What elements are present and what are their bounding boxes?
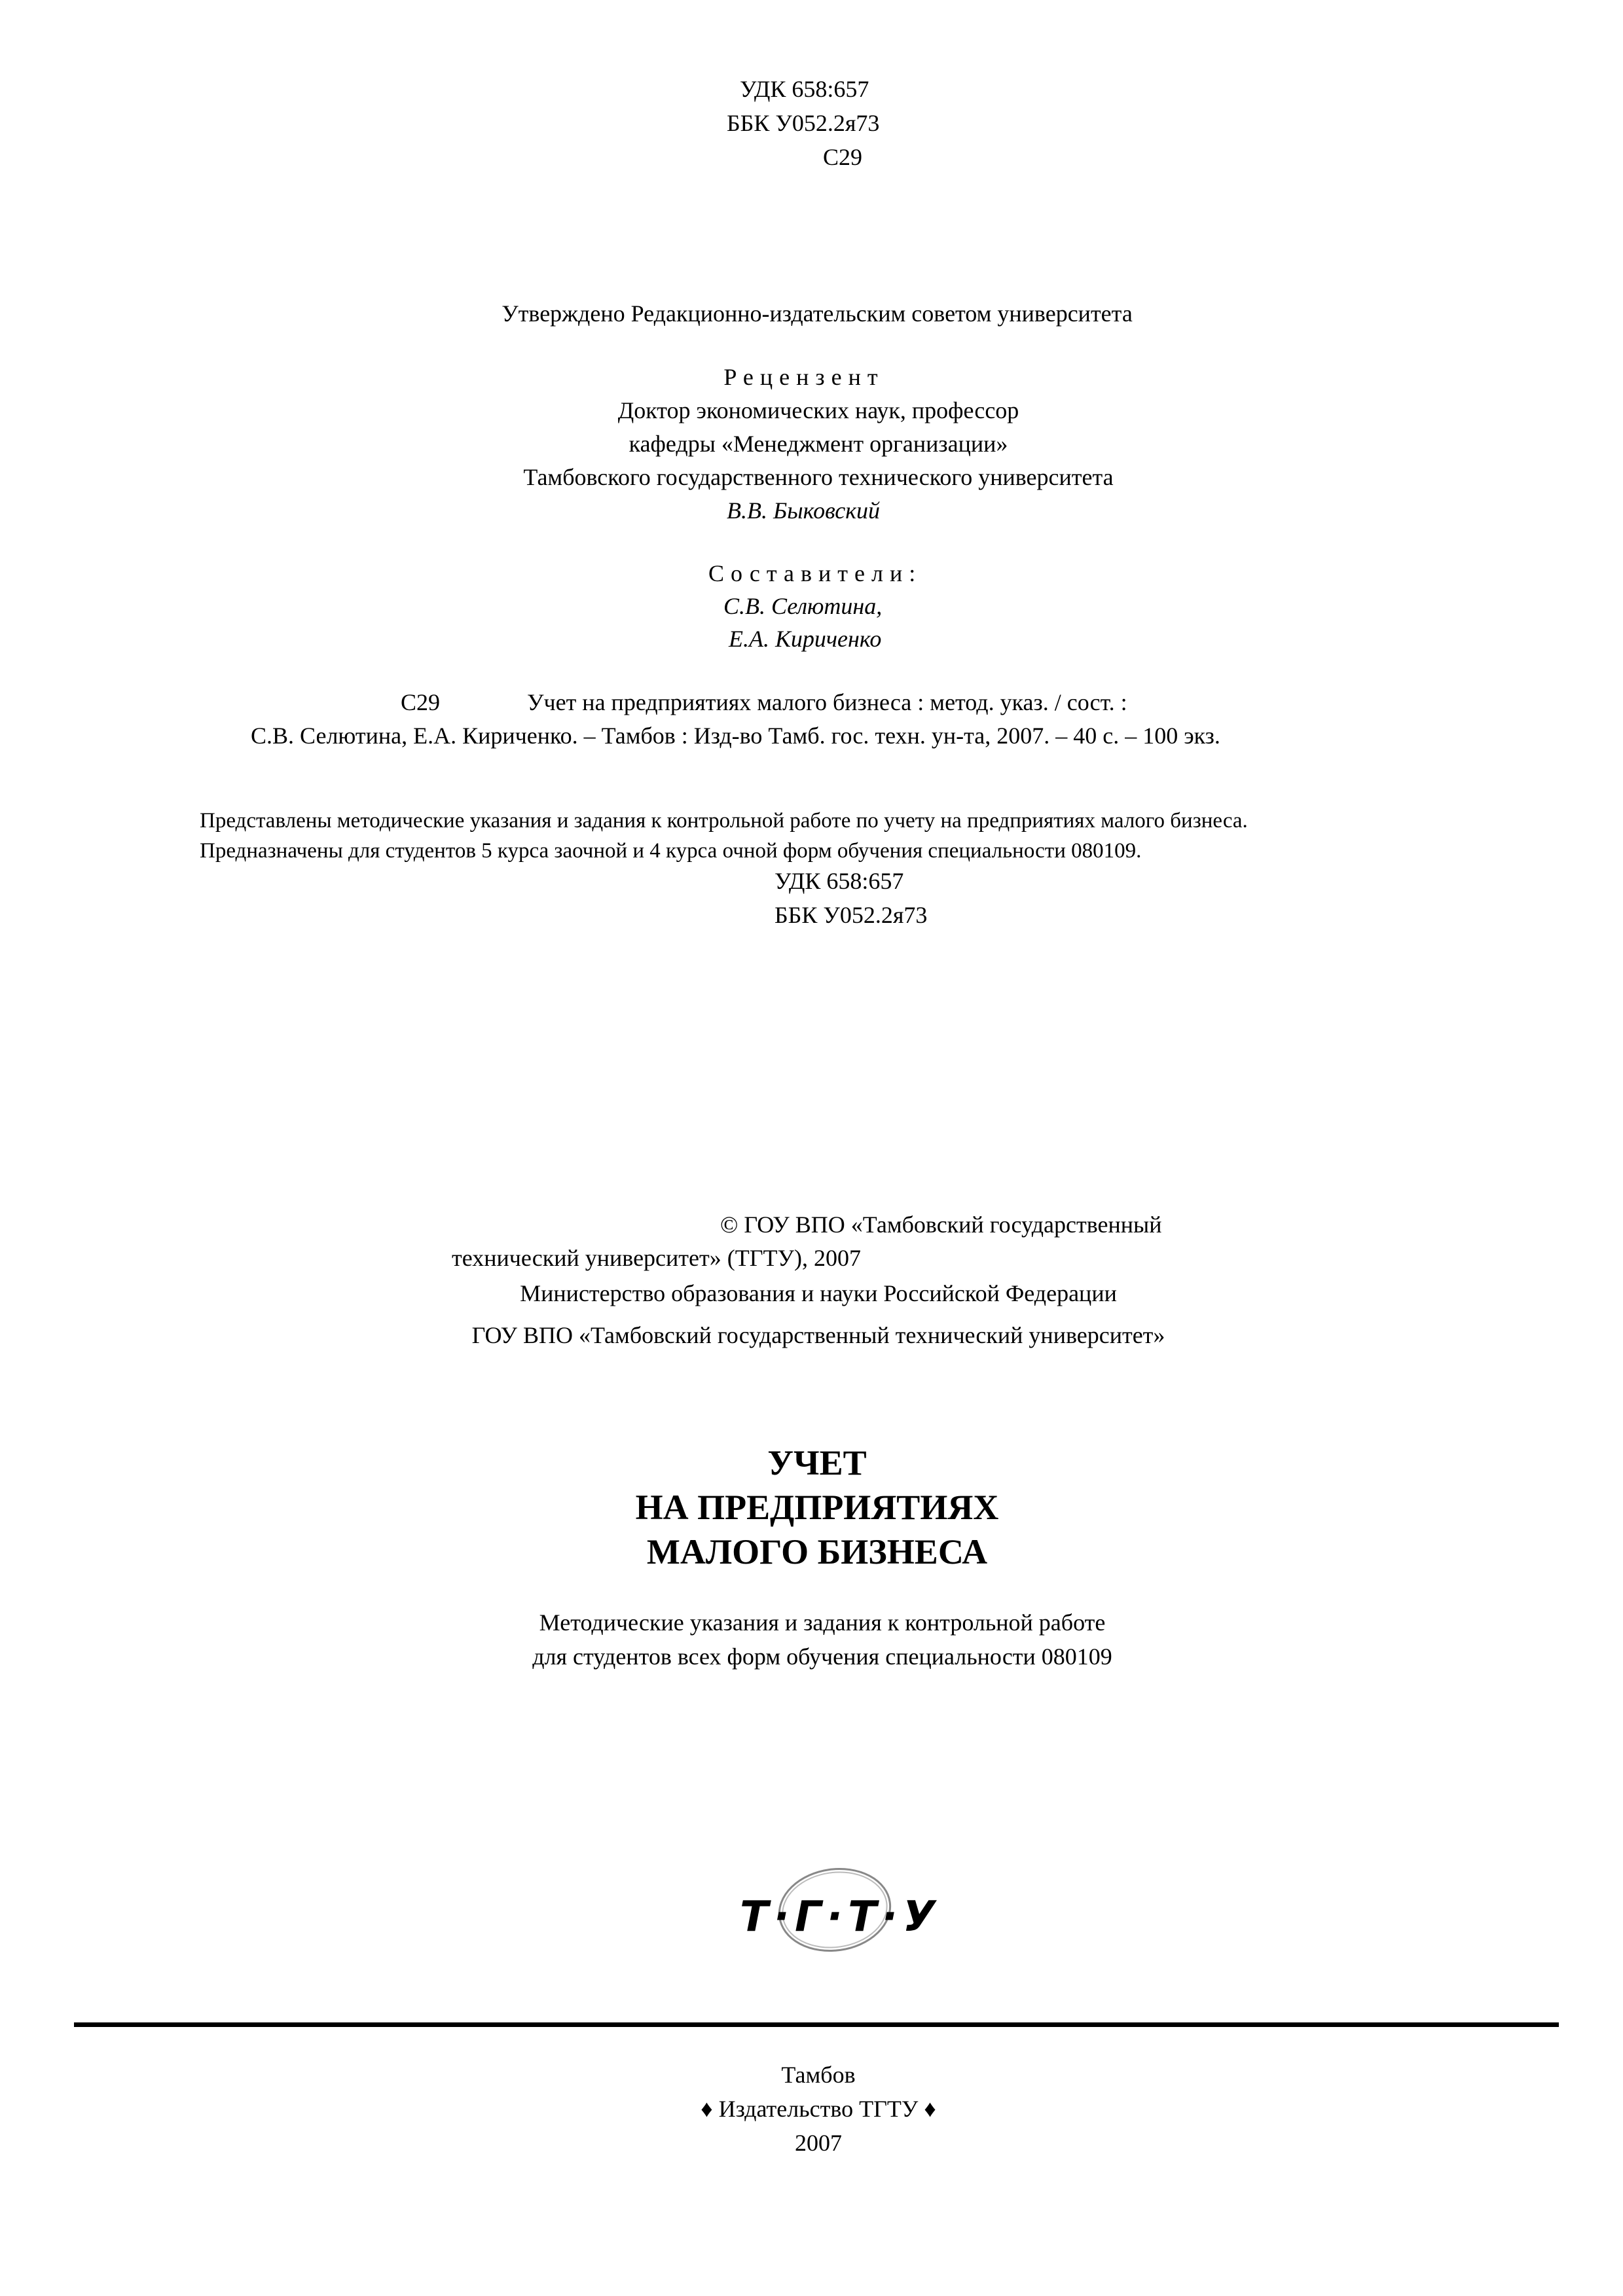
- catalog-line-1: Учет на предприятиях малого бизнеса : метод. указ. / сост. :: [527, 689, 1127, 715]
- footer-publisher: ♦ Издательство ТГТУ ♦: [701, 2096, 936, 2122]
- compilers-heading: Составители:: [708, 560, 922, 586]
- reviewer-line-2: кафедры «Менеджмент организации»: [629, 431, 1008, 457]
- tgtu-logo-icon: [737, 1857, 941, 1969]
- reviewer-line-3: Тамбовского государственного технического университета: [523, 464, 1114, 490]
- separator-line: [74, 2022, 1559, 2027]
- subtitle-line-1: Методические указания и задания к контрольной работе: [539, 1609, 1106, 1636]
- abstract-line-1: Представлены методические указания и задания к контрольной работе по учету на предприятиях малого бизнеса.: [200, 809, 1248, 833]
- udk-code: УДК 658:657: [740, 76, 869, 102]
- bbk-code: ББК У052.2я73: [727, 110, 880, 136]
- catalog-line-2: С.В. Селютина, Е.А. Кириченко. – Тамбов : Изд-во Тамб. гос. техн. ун-та, 2007. – 40 с. – 100 экз.: [251, 723, 1220, 749]
- reviewer-line-1: Доктор экономических наук, профессор: [617, 397, 1019, 423]
- reviewer-heading: Рецензент: [723, 364, 884, 390]
- institution-name: ГОУ ВПО «Тамбовский государственный технический университет»: [471, 1322, 1165, 1348]
- abstract-line-2: Предназначены для студентов 5 курса заочной и 4 курса очной форм обучения специальности 080109.: [200, 839, 1142, 863]
- compiler-name-1: С.В. Селютина,: [723, 593, 883, 619]
- compiler-name-2: Е.А. Кириченко: [729, 626, 882, 652]
- subtitle-line-2: для студентов всех форм обучения специальности 080109: [532, 1643, 1112, 1670]
- footer-city: Тамбов: [781, 2062, 856, 2088]
- author-code: С29: [823, 144, 863, 170]
- copyright-line-2: технический университет» (ТГТУ), 2007: [452, 1245, 861, 1271]
- footer-year: 2007: [795, 2130, 842, 2156]
- svg-text:Т·Г·Т·У: Т·Г·Т·У: [740, 1893, 941, 1941]
- abstract-bbk: ББК У052.2я73: [775, 902, 928, 928]
- ministry-name: Министерство образования и науки Российской Федерации: [520, 1280, 1117, 1306]
- catalog-code: С29: [401, 689, 441, 715]
- title-line-3: МАЛОГО БИЗНЕСА: [646, 1532, 988, 1571]
- title-line-2: НА ПРЕДПРИЯТИЯХ: [635, 1488, 999, 1527]
- abstract-udk: УДК 658:657: [775, 868, 904, 894]
- copyright-line-1: © ГОУ ВПО «Тамбовский государственный: [720, 1211, 1162, 1238]
- title-line-1: УЧЕТ: [767, 1443, 867, 1482]
- approval-text: Утверждено Редакционно-издательским советом университета: [501, 300, 1133, 327]
- reviewer-name: В.В. Быковский: [727, 497, 881, 524]
